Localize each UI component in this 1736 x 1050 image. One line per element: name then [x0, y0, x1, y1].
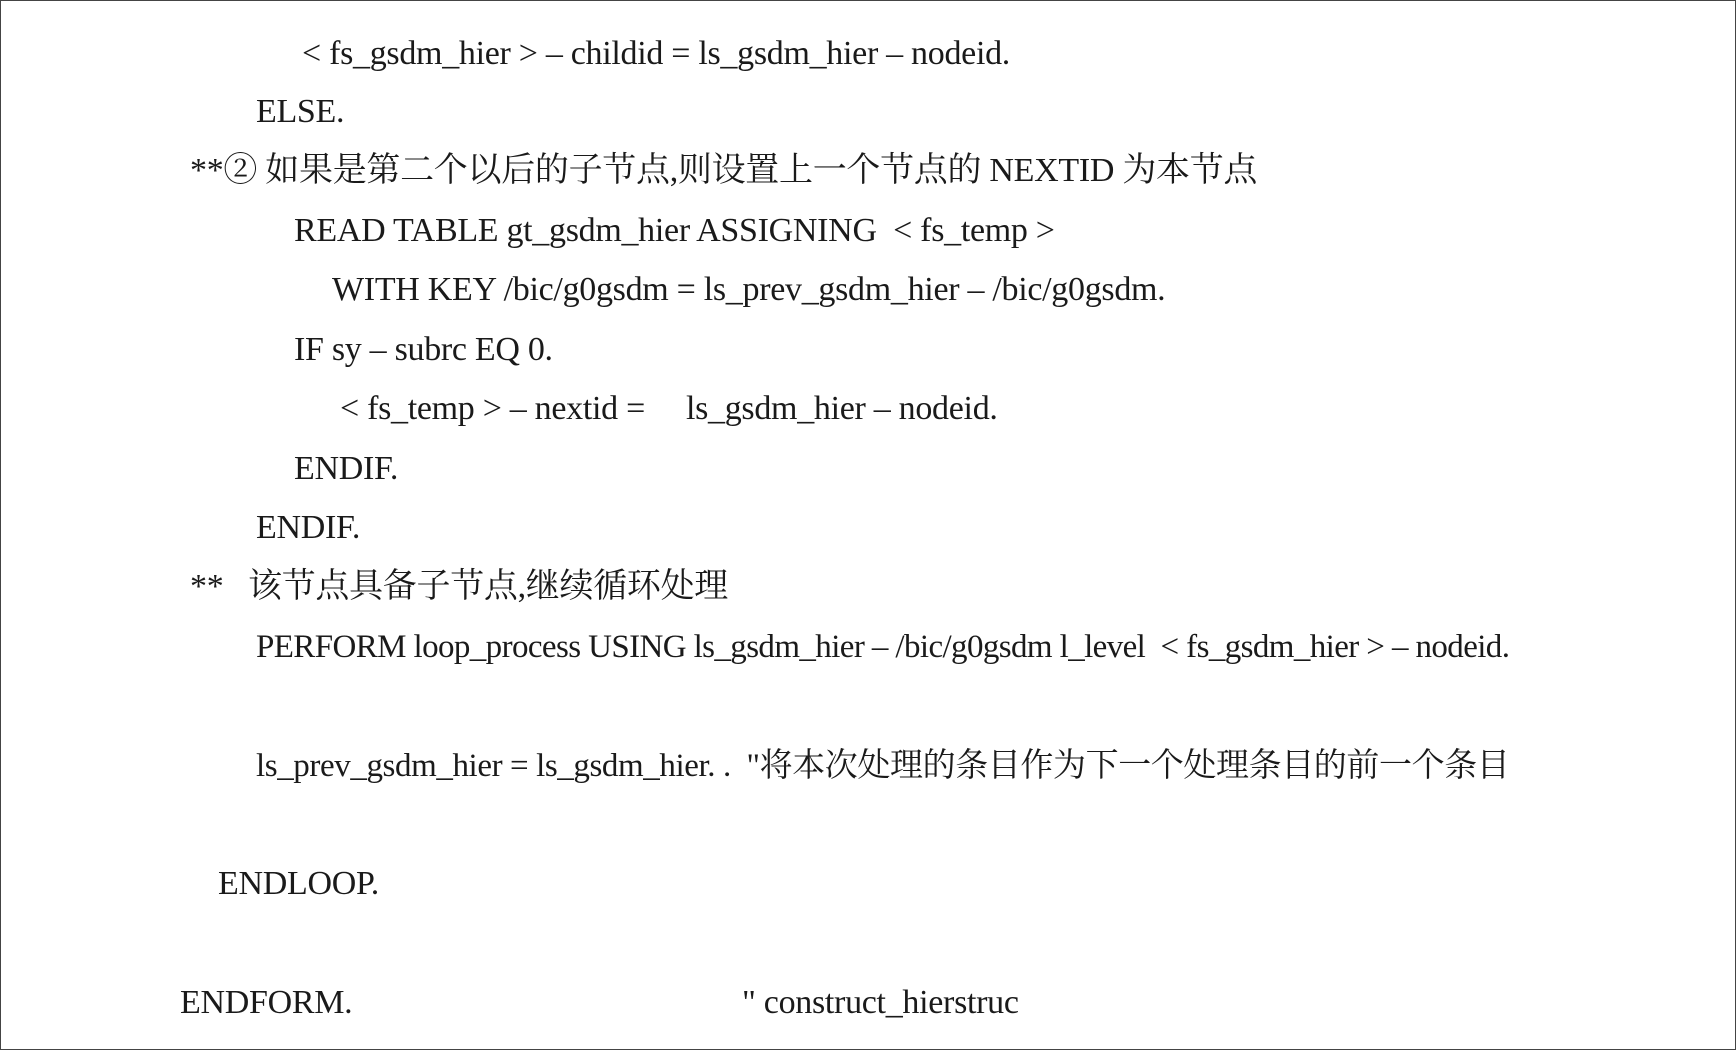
code-comment-second-child: **② 如果是第二个以后的子节点,则设置上一个节点的 NEXTID 为本节点	[190, 152, 1258, 189]
code-line-endform: ENDFORM.	[180, 984, 353, 1021]
code-line-endif-outer: ENDIF.	[256, 509, 361, 546]
code-line-endloop: ENDLOOP.	[218, 865, 379, 902]
code-line-with-key: WITH KEY /bic/g0gsdm = ls_prev_gsdm_hier – /bic/g0gsdm.	[332, 271, 1166, 308]
code-line-else: ELSE.	[256, 93, 345, 130]
code-line-perform: PERFORM loop_process USING ls_gsdm_hier – /bic/g0gsdm l_level < fs_gsdm_hier > – nodeid.	[256, 629, 1510, 665]
code-line-prev-assign: ls_prev_gsdm_hier = ls_gsdm_hier. . "将本次处理的条目作为下一个处理条目的前一个条目	[256, 748, 1510, 784]
code-line-childid-assign: < fs_gsdm_hier > – childid = ls_gsdm_hier – nodeid.	[302, 35, 1010, 72]
code-line-read-table: READ TABLE gt_gsdm_hier ASSIGNING < fs_temp >	[294, 212, 1055, 249]
code-line-if-subrc: IF sy – subrc EQ 0.	[294, 331, 553, 368]
code-line-endif-inner: ENDIF.	[294, 450, 399, 487]
code-comment-has-children: ** 该节点具备子节点,继续循环处理	[190, 568, 728, 605]
code-line-nextid-assign: < fs_temp > – nextid = ls_gsdm_hier – nodeid.	[340, 390, 998, 427]
code-comment-construct: " construct_hierstruc	[742, 984, 1019, 1021]
